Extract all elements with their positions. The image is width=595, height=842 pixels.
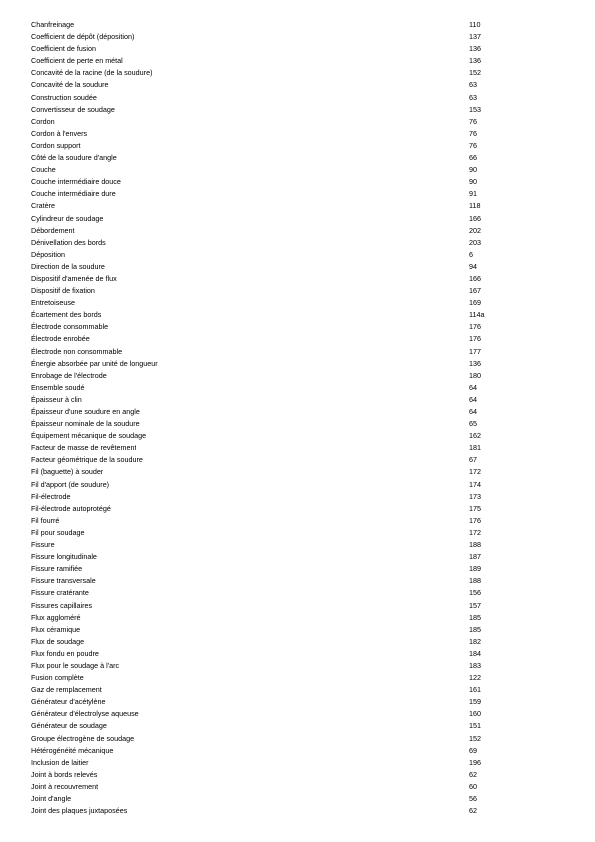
index-term: Cordon support — [31, 140, 81, 150]
index-page-number: 64 — [469, 394, 477, 404]
index-entry — [31, 418, 501, 430]
index-page-number: 188 — [469, 540, 481, 550]
index-page-number: 169 — [469, 298, 481, 308]
index-page-number: 110 — [469, 20, 481, 29]
index-term: Entretoiseuse — [31, 298, 75, 308]
index-term: Fissure cratérante — [31, 588, 89, 598]
index-entry — [31, 79, 501, 91]
index-entry — [31, 333, 501, 345]
index-entry — [31, 297, 501, 309]
index-page-number: 161 — [469, 685, 481, 695]
index-term: Hétérogénéité mécanique — [31, 745, 114, 755]
index-term: Fusion complète — [31, 673, 84, 683]
index-page-number: 182 — [469, 636, 481, 646]
index-term: Côté de la soudure d'angle — [31, 153, 117, 163]
index-page-number: 152 — [469, 68, 481, 78]
index-entry — [31, 309, 501, 321]
index-entry — [31, 92, 501, 104]
index-entry — [31, 346, 501, 358]
index-entry — [31, 757, 501, 769]
index-term: Fil fourré — [31, 515, 60, 525]
index-term: Générateur de soudage — [31, 721, 107, 731]
index-page-number: 174 — [469, 479, 481, 489]
index-page-number: 185 — [469, 624, 481, 634]
index-page-number: 118 — [469, 201, 481, 211]
index-term: Cordon à l'envers — [31, 128, 88, 138]
index-page-number: 56 — [469, 794, 477, 803]
index-entry — [31, 249, 501, 261]
index-entry — [31, 55, 501, 67]
index-entry — [31, 479, 501, 491]
index-page-number: 76 — [469, 128, 477, 138]
index-term: Fissure — [31, 540, 55, 550]
index-entry — [31, 225, 501, 237]
index-page-number: 122 — [469, 673, 481, 683]
index-term: Groupe électrogène de soudage — [31, 733, 135, 743]
index-entry — [31, 720, 501, 732]
index-page-number: 64 — [469, 382, 477, 392]
index-entry — [31, 805, 501, 817]
index-term: Fil-électrode — [31, 491, 71, 501]
index-page-number: 157 — [469, 600, 481, 610]
index-page-number: 172 — [469, 467, 481, 477]
index-term: Équipement mécanique de soudage — [31, 431, 147, 441]
index-term: Fil pour soudage — [31, 527, 85, 537]
index-page-number: 76 — [469, 116, 477, 126]
index-term: Couche — [31, 165, 56, 175]
index-entry — [31, 321, 501, 333]
index-page-number: 162 — [469, 431, 481, 441]
index-page-number: 137 — [469, 32, 481, 42]
index-entry — [31, 575, 501, 587]
index-entry — [31, 19, 501, 31]
index-list — [31, 19, 501, 817]
index-page-number: 65 — [469, 419, 477, 429]
index-term: Fissures capillaires — [31, 600, 93, 610]
index-entry — [31, 176, 501, 188]
index-term: Épaisseur à clin — [31, 394, 82, 404]
index-term: Joint à recouvrement — [31, 781, 99, 791]
index-page-number: 62 — [469, 806, 477, 816]
index-page-number: 180 — [469, 370, 481, 380]
index-term: Facteur de masse de revêtement — [31, 443, 137, 453]
index-entry — [31, 237, 501, 249]
index-page-number: 152 — [469, 733, 481, 743]
index-term: Coefficient de dépôt (déposition) — [31, 32, 135, 42]
index-term: Couche intermédiaire douce — [31, 177, 121, 187]
index-page-number: 203 — [469, 237, 481, 247]
index-term: Cylindreur de soudage — [31, 213, 104, 223]
index-page-number: 176 — [469, 322, 481, 332]
index-page-number: 176 — [469, 334, 481, 344]
index-term: Électrode consommable — [31, 322, 109, 332]
index-term: Coefficient de perte en métal — [31, 56, 123, 66]
index-term: Flux pour le soudage à l'arc — [31, 660, 120, 670]
index-page-number: 196 — [469, 757, 481, 767]
index-page-number: 136 — [469, 358, 481, 368]
index-term: Construction soudée — [31, 92, 97, 102]
index-term: Couche intermédiaire dure — [31, 189, 116, 199]
index-entry — [31, 382, 501, 394]
index-entry — [31, 67, 501, 79]
index-term: Fissure ramifiée — [31, 564, 83, 574]
index-page-number: 156 — [469, 588, 481, 598]
index-page-number: 67 — [469, 455, 477, 465]
index-term: Fissure longitudinale — [31, 552, 97, 562]
index-page-number: 181 — [469, 443, 481, 453]
index-page-number: 64 — [469, 407, 477, 416]
index-entry — [31, 406, 501, 418]
index-page-number: 76 — [469, 140, 477, 150]
index-page-number: 160 — [469, 709, 481, 719]
index-entry — [31, 188, 501, 200]
index-entry — [31, 503, 501, 515]
index-entry — [31, 684, 501, 696]
index-page-number: 166 — [469, 213, 481, 223]
index-term: Enrobage de l'électrode — [31, 370, 107, 380]
index-page-number: 66 — [469, 153, 477, 163]
index-term: Convertisseur de soudage — [31, 104, 115, 114]
index-term: Flux aggloméré — [31, 612, 81, 622]
index-page-number: 172 — [469, 527, 481, 537]
index-term: Électrode enrobée — [31, 334, 90, 344]
index-entry — [31, 696, 501, 708]
index-page-number: 189 — [469, 564, 481, 574]
index-entry — [31, 273, 501, 285]
index-entry — [31, 745, 501, 757]
index-term: Chanfreinage — [31, 20, 75, 29]
index-term: Énergie absorbée par unité de longueur — [31, 358, 158, 368]
index-page-number: 136 — [469, 56, 481, 66]
index-entry — [31, 539, 501, 551]
index-term: Générateur d'acétylène — [31, 697, 106, 707]
index-entry — [31, 600, 501, 612]
index-entry — [31, 116, 501, 128]
index-page-number: 184 — [469, 648, 481, 658]
index-entry — [31, 152, 501, 164]
index-page-number: 167 — [469, 286, 481, 296]
index-entry — [31, 442, 501, 454]
index-entry — [31, 394, 501, 406]
index-term: Débordement — [31, 225, 75, 235]
index-page-number: 63 — [469, 80, 477, 90]
index-entry — [31, 104, 501, 116]
index-page-number: 63 — [469, 92, 477, 102]
index-term: Concavité de la racine (de la soudure) — [31, 68, 153, 78]
index-term: Dispositif de fixation — [31, 286, 95, 296]
index-term: Écartement des bords — [31, 310, 102, 320]
index-page-number: 187 — [469, 552, 481, 562]
index-term: Épaisseur d'une soudure en angle — [31, 407, 140, 416]
index-term: Fil-électrode autoprotégé — [31, 503, 111, 513]
index-entry — [31, 624, 501, 636]
index-term: Coefficient de fusion — [31, 44, 96, 54]
index-page-number: 188 — [469, 576, 481, 586]
index-term: Dispositif d'amenée de flux — [31, 273, 117, 283]
index-entry — [31, 636, 501, 648]
index-page-number: 90 — [469, 177, 477, 187]
index-entry — [31, 128, 501, 140]
index-entry — [31, 708, 501, 720]
index-page-number: 185 — [469, 612, 481, 622]
index-page-number: 153 — [469, 104, 481, 114]
index-page-number: 202 — [469, 225, 481, 235]
index-term: Déposition — [31, 249, 65, 259]
index-term: Joint d'angle — [31, 794, 72, 803]
index-entry — [31, 200, 501, 212]
index-term: Facteur géométrique de la soudure — [31, 455, 143, 465]
index-term: Joint à bords relevés — [31, 769, 98, 779]
index-term: Gaz de remplacement — [31, 685, 102, 695]
index-term: Flux de soudage — [31, 636, 85, 646]
index-entry — [31, 733, 501, 745]
index-term: Fil (baguette) à souder — [31, 467, 104, 477]
index-term: Concavité de la soudure — [31, 80, 109, 90]
index-entry — [31, 31, 501, 43]
index-entry — [31, 781, 501, 793]
index-entry — [31, 612, 501, 624]
index-term: Inclusion de laitier — [31, 757, 89, 767]
index-entry — [31, 261, 501, 273]
index-entry — [31, 563, 501, 575]
index-term: Cordon — [31, 116, 55, 126]
index-term: Cratère — [31, 201, 55, 211]
index-entry — [31, 358, 501, 370]
index-entry — [31, 454, 501, 466]
index-term: Électrode non consommable — [31, 346, 123, 356]
index-page-number: 177 — [469, 346, 481, 356]
index-entry — [31, 43, 501, 55]
index-page-number: 60 — [469, 781, 477, 791]
index-entry — [31, 285, 501, 297]
index-entry — [31, 672, 501, 684]
index-term: Ensemble soudé — [31, 382, 85, 392]
index-entry — [31, 648, 501, 660]
index-term: Flux céramique — [31, 624, 81, 634]
index-entry — [31, 466, 501, 478]
index-page-number: 91 — [469, 189, 477, 199]
index-page-number: 6 — [469, 249, 473, 259]
index-term: Épaisseur nominale de la soudure — [31, 419, 140, 429]
index-entry — [31, 491, 501, 503]
index-entry — [31, 660, 501, 672]
index-entry — [31, 430, 501, 442]
index-entry — [31, 769, 501, 781]
index-entry — [31, 527, 501, 539]
index-page-number: 62 — [469, 769, 477, 779]
index-page-number: 166 — [469, 273, 481, 283]
index-entry — [31, 140, 501, 152]
index-term: Générateur d'électrolyse aqueuse — [31, 709, 139, 719]
index-page-number: 94 — [469, 261, 477, 271]
index-page-number: 176 — [469, 515, 481, 525]
index-entry — [31, 587, 501, 599]
index-page-number: 183 — [469, 660, 481, 670]
index-term: Joint des plaques juxtaposées — [31, 806, 128, 816]
index-entry — [31, 213, 501, 225]
index-page-number: 69 — [469, 745, 477, 755]
index-term: Fissure transversale — [31, 576, 96, 586]
index-page-number: 173 — [469, 491, 481, 501]
index-entry — [31, 164, 501, 176]
index-term: Fil d'apport (de soudure) — [31, 479, 110, 489]
index-term: Direction de la soudure — [31, 261, 105, 271]
index-page-number: 90 — [469, 165, 477, 175]
index-term: Dénivellation des bords — [31, 237, 106, 247]
index-entry — [31, 793, 501, 805]
index-page-number: 151 — [469, 721, 481, 731]
index-page-number: 114a — [469, 310, 485, 320]
index-entry — [31, 551, 501, 563]
index-page-number: 136 — [469, 44, 481, 54]
index-page-number: 159 — [469, 697, 481, 707]
index-term: Flux fondu en poudre — [31, 648, 99, 658]
index-entry — [31, 515, 501, 527]
index-page-number: 175 — [469, 503, 481, 513]
index-entry — [31, 370, 501, 382]
